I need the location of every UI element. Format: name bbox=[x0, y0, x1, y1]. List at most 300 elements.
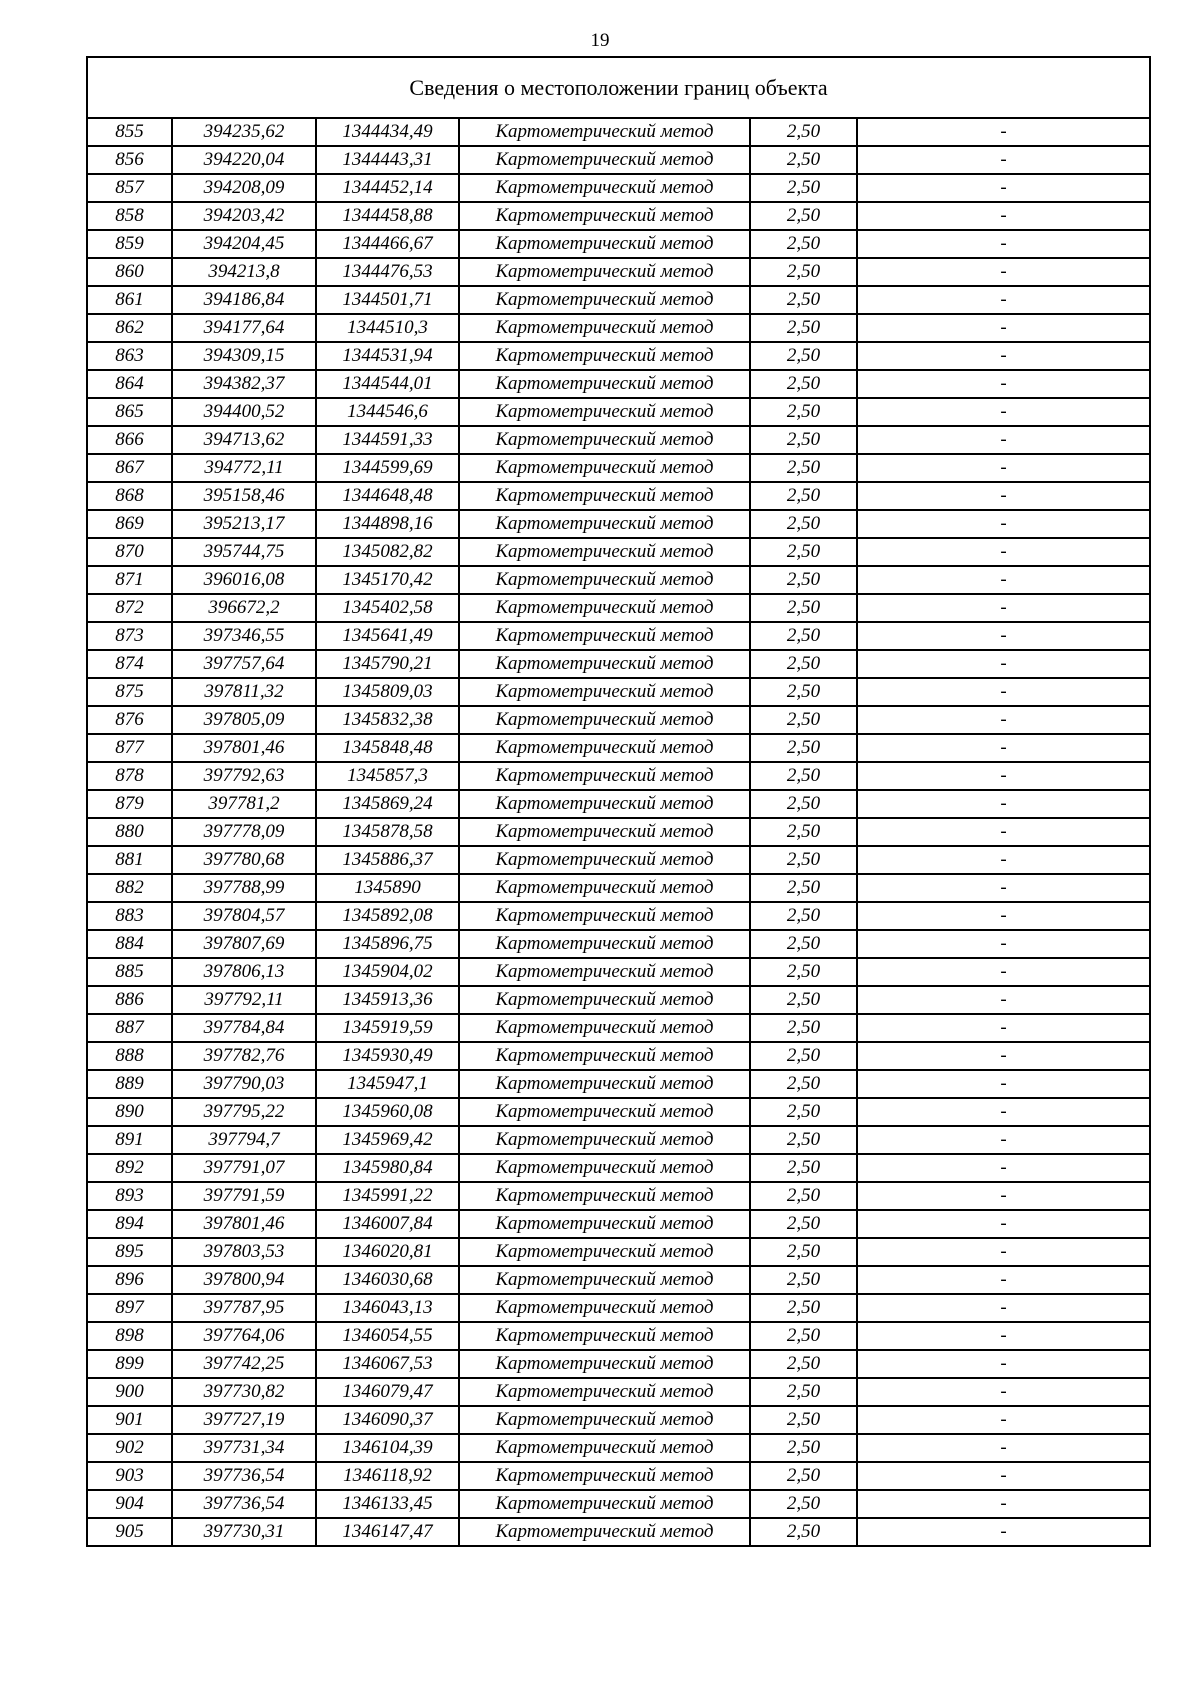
y-coordinate-cell: 1344898,16 bbox=[316, 510, 459, 538]
point-number-cell: 875 bbox=[87, 678, 172, 706]
x-coordinate-cell: 397792,63 bbox=[172, 762, 316, 790]
accuracy-cell: 2,50 bbox=[750, 902, 857, 930]
method-cell: Картометрический метод bbox=[459, 762, 750, 790]
accuracy-cell: 2,50 bbox=[750, 342, 857, 370]
table-row bbox=[87, 1294, 1150, 1322]
table-row bbox=[87, 1182, 1150, 1210]
table-row bbox=[87, 958, 1150, 986]
accuracy-cell: 2,50 bbox=[750, 510, 857, 538]
point-number-cell: 872 bbox=[87, 594, 172, 622]
table-row bbox=[87, 594, 1150, 622]
point-number-cell: 890 bbox=[87, 1098, 172, 1126]
description-cell: - bbox=[857, 1518, 1150, 1546]
method-cell: Картометрический метод bbox=[459, 1210, 750, 1238]
table-row bbox=[87, 1518, 1150, 1546]
x-coordinate-cell: 397806,13 bbox=[172, 958, 316, 986]
accuracy-cell: 2,50 bbox=[750, 986, 857, 1014]
table-row bbox=[87, 1154, 1150, 1182]
method-cell: Картометрический метод bbox=[459, 482, 750, 510]
accuracy-cell: 2,50 bbox=[750, 454, 857, 482]
table-row bbox=[87, 1210, 1150, 1238]
y-coordinate-cell: 1344466,67 bbox=[316, 230, 459, 258]
table-row bbox=[87, 538, 1150, 566]
x-coordinate-cell: 397803,53 bbox=[172, 1238, 316, 1266]
method-cell: Картометрический метод bbox=[459, 342, 750, 370]
accuracy-cell: 2,50 bbox=[750, 146, 857, 174]
x-coordinate-cell: 397790,03 bbox=[172, 1070, 316, 1098]
x-coordinate-cell: 394208,09 bbox=[172, 174, 316, 202]
table-row bbox=[87, 1070, 1150, 1098]
point-number-cell: 858 bbox=[87, 202, 172, 230]
description-cell: - bbox=[857, 1098, 1150, 1126]
table-row bbox=[87, 1462, 1150, 1490]
x-coordinate-cell: 397792,11 bbox=[172, 986, 316, 1014]
description-cell: - bbox=[857, 846, 1150, 874]
description-cell: - bbox=[857, 146, 1150, 174]
point-number-cell: 865 bbox=[87, 398, 172, 426]
accuracy-cell: 2,50 bbox=[750, 594, 857, 622]
table-title: Сведения о местоположении границ объекта bbox=[87, 57, 1150, 118]
method-cell: Картометрический метод bbox=[459, 874, 750, 902]
x-coordinate-cell: 396016,08 bbox=[172, 566, 316, 594]
point-number-cell: 880 bbox=[87, 818, 172, 846]
y-coordinate-cell: 1344510,3 bbox=[316, 314, 459, 342]
accuracy-cell: 2,50 bbox=[750, 174, 857, 202]
accuracy-cell: 2,50 bbox=[750, 1462, 857, 1490]
method-cell: Картометрический метод bbox=[459, 230, 750, 258]
description-cell: - bbox=[857, 1322, 1150, 1350]
accuracy-cell: 2,50 bbox=[750, 314, 857, 342]
method-cell: Картометрический метод bbox=[459, 1406, 750, 1434]
point-number-cell: 901 bbox=[87, 1406, 172, 1434]
point-number-cell: 896 bbox=[87, 1266, 172, 1294]
y-coordinate-cell: 1344546,6 bbox=[316, 398, 459, 426]
method-cell: Картометрический метод bbox=[459, 1350, 750, 1378]
table-row bbox=[87, 902, 1150, 930]
table-row bbox=[87, 1014, 1150, 1042]
description-cell: - bbox=[857, 818, 1150, 846]
y-coordinate-cell: 1344591,33 bbox=[316, 426, 459, 454]
x-coordinate-cell: 397736,54 bbox=[172, 1462, 316, 1490]
x-coordinate-cell: 397791,59 bbox=[172, 1182, 316, 1210]
table-row bbox=[87, 454, 1150, 482]
table-row bbox=[87, 1266, 1150, 1294]
description-cell: - bbox=[857, 1406, 1150, 1434]
accuracy-cell: 2,50 bbox=[750, 846, 857, 874]
accuracy-cell: 2,50 bbox=[750, 790, 857, 818]
table-row bbox=[87, 1322, 1150, 1350]
point-number-cell: 902 bbox=[87, 1434, 172, 1462]
point-number-cell: 897 bbox=[87, 1294, 172, 1322]
table-row bbox=[87, 734, 1150, 762]
y-coordinate-cell: 1345848,48 bbox=[316, 734, 459, 762]
x-coordinate-cell: 397804,57 bbox=[172, 902, 316, 930]
point-number-cell: 885 bbox=[87, 958, 172, 986]
x-coordinate-cell: 394382,37 bbox=[172, 370, 316, 398]
accuracy-cell: 2,50 bbox=[750, 482, 857, 510]
accuracy-cell: 2,50 bbox=[750, 1266, 857, 1294]
table-row bbox=[87, 370, 1150, 398]
method-cell: Картометрический метод bbox=[459, 1434, 750, 1462]
x-coordinate-cell: 397731,34 bbox=[172, 1434, 316, 1462]
accuracy-cell: 2,50 bbox=[750, 538, 857, 566]
point-number-cell: 904 bbox=[87, 1490, 172, 1518]
y-coordinate-cell: 1345890 bbox=[316, 874, 459, 902]
description-cell: - bbox=[857, 1014, 1150, 1042]
x-coordinate-cell: 397742,25 bbox=[172, 1350, 316, 1378]
accuracy-cell: 2,50 bbox=[750, 958, 857, 986]
y-coordinate-cell: 1345919,59 bbox=[316, 1014, 459, 1042]
y-coordinate-cell: 1345641,49 bbox=[316, 622, 459, 650]
table-row bbox=[87, 1042, 1150, 1070]
y-coordinate-cell: 1345809,03 bbox=[316, 678, 459, 706]
table-row bbox=[87, 1406, 1150, 1434]
y-coordinate-cell: 1346118,92 bbox=[316, 1462, 459, 1490]
description-cell: - bbox=[857, 454, 1150, 482]
table-row bbox=[87, 202, 1150, 230]
description-cell: - bbox=[857, 1154, 1150, 1182]
method-cell: Картометрический метод bbox=[459, 818, 750, 846]
point-number-cell: 867 bbox=[87, 454, 172, 482]
point-number-cell: 855 bbox=[87, 118, 172, 146]
accuracy-cell: 2,50 bbox=[750, 650, 857, 678]
y-coordinate-cell: 1344458,88 bbox=[316, 202, 459, 230]
point-number-cell: 856 bbox=[87, 146, 172, 174]
table-row bbox=[87, 1098, 1150, 1126]
description-cell: - bbox=[857, 1490, 1150, 1518]
y-coordinate-cell: 1345904,02 bbox=[316, 958, 459, 986]
point-number-cell: 882 bbox=[87, 874, 172, 902]
method-cell: Картометрический метод bbox=[459, 538, 750, 566]
table-row bbox=[87, 1126, 1150, 1154]
accuracy-cell: 2,50 bbox=[750, 1070, 857, 1098]
description-cell: - bbox=[857, 370, 1150, 398]
point-number-cell: 861 bbox=[87, 286, 172, 314]
point-number-cell: 860 bbox=[87, 258, 172, 286]
point-number-cell: 877 bbox=[87, 734, 172, 762]
description-cell: - bbox=[857, 1434, 1150, 1462]
table-row bbox=[87, 482, 1150, 510]
method-cell: Картометрический метод bbox=[459, 930, 750, 958]
x-coordinate-cell: 397800,94 bbox=[172, 1266, 316, 1294]
point-number-cell: 905 bbox=[87, 1518, 172, 1546]
boundary-table-container bbox=[86, 56, 1149, 1547]
point-number-cell: 866 bbox=[87, 426, 172, 454]
method-cell: Картометрический метод bbox=[459, 1322, 750, 1350]
description-cell: - bbox=[857, 286, 1150, 314]
point-number-cell: 857 bbox=[87, 174, 172, 202]
y-coordinate-cell: 1345402,58 bbox=[316, 594, 459, 622]
method-cell: Картометрический метод bbox=[459, 1490, 750, 1518]
method-cell: Картометрический метод bbox=[459, 1378, 750, 1406]
x-coordinate-cell: 397787,95 bbox=[172, 1294, 316, 1322]
table-row bbox=[87, 342, 1150, 370]
point-number-cell: 863 bbox=[87, 342, 172, 370]
x-coordinate-cell: 394213,8 bbox=[172, 258, 316, 286]
accuracy-cell: 2,50 bbox=[750, 286, 857, 314]
table-row bbox=[87, 174, 1150, 202]
description-cell: - bbox=[857, 426, 1150, 454]
accuracy-cell: 2,50 bbox=[750, 1406, 857, 1434]
y-coordinate-cell: 1345832,38 bbox=[316, 706, 459, 734]
table-row bbox=[87, 510, 1150, 538]
x-coordinate-cell: 397788,99 bbox=[172, 874, 316, 902]
method-cell: Картометрический метод bbox=[459, 1126, 750, 1154]
y-coordinate-cell: 1346133,45 bbox=[316, 1490, 459, 1518]
y-coordinate-cell: 1344452,14 bbox=[316, 174, 459, 202]
point-number-cell: 868 bbox=[87, 482, 172, 510]
y-coordinate-cell: 1345892,08 bbox=[316, 902, 459, 930]
method-cell: Картометрический метод bbox=[459, 902, 750, 930]
table-row bbox=[87, 1378, 1150, 1406]
description-cell: - bbox=[857, 1266, 1150, 1294]
y-coordinate-cell: 1346054,55 bbox=[316, 1322, 459, 1350]
x-coordinate-cell: 397730,82 bbox=[172, 1378, 316, 1406]
description-cell: - bbox=[857, 650, 1150, 678]
method-cell: Картометрический метод bbox=[459, 566, 750, 594]
point-number-cell: 871 bbox=[87, 566, 172, 594]
x-coordinate-cell: 394309,15 bbox=[172, 342, 316, 370]
y-coordinate-cell: 1345960,08 bbox=[316, 1098, 459, 1126]
x-coordinate-cell: 397780,68 bbox=[172, 846, 316, 874]
description-cell: - bbox=[857, 734, 1150, 762]
table-row bbox=[87, 678, 1150, 706]
y-coordinate-cell: 1346079,47 bbox=[316, 1378, 459, 1406]
method-cell: Картометрический метод bbox=[459, 1098, 750, 1126]
method-cell: Картометрический метод bbox=[459, 1294, 750, 1322]
method-cell: Картометрический метод bbox=[459, 790, 750, 818]
accuracy-cell: 2,50 bbox=[750, 1490, 857, 1518]
method-cell: Картометрический метод bbox=[459, 678, 750, 706]
description-cell: - bbox=[857, 874, 1150, 902]
description-cell: - bbox=[857, 622, 1150, 650]
y-coordinate-cell: 1344501,71 bbox=[316, 286, 459, 314]
method-cell: Картометрический метод bbox=[459, 314, 750, 342]
description-cell: - bbox=[857, 566, 1150, 594]
accuracy-cell: 2,50 bbox=[750, 426, 857, 454]
point-number-cell: 859 bbox=[87, 230, 172, 258]
description-cell: - bbox=[857, 118, 1150, 146]
accuracy-cell: 2,50 bbox=[750, 1182, 857, 1210]
method-cell: Картометрический метод bbox=[459, 958, 750, 986]
x-coordinate-cell: 397736,54 bbox=[172, 1490, 316, 1518]
description-cell: - bbox=[857, 706, 1150, 734]
x-coordinate-cell: 397757,64 bbox=[172, 650, 316, 678]
x-coordinate-cell: 397784,84 bbox=[172, 1014, 316, 1042]
description-cell: - bbox=[857, 1462, 1150, 1490]
method-cell: Картометрический метод bbox=[459, 202, 750, 230]
method-cell: Картометрический метод bbox=[459, 1154, 750, 1182]
y-coordinate-cell: 1345980,84 bbox=[316, 1154, 459, 1182]
method-cell: Картометрический метод bbox=[459, 734, 750, 762]
description-cell: - bbox=[857, 398, 1150, 426]
point-number-cell: 894 bbox=[87, 1210, 172, 1238]
method-cell: Картометрический метод bbox=[459, 594, 750, 622]
method-cell: Картометрический метод bbox=[459, 426, 750, 454]
x-coordinate-cell: 394204,45 bbox=[172, 230, 316, 258]
description-cell: - bbox=[857, 510, 1150, 538]
point-number-cell: 883 bbox=[87, 902, 172, 930]
x-coordinate-cell: 397764,06 bbox=[172, 1322, 316, 1350]
y-coordinate-cell: 1345947,1 bbox=[316, 1070, 459, 1098]
y-coordinate-cell: 1346067,53 bbox=[316, 1350, 459, 1378]
table-row bbox=[87, 1350, 1150, 1378]
point-number-cell: 870 bbox=[87, 538, 172, 566]
description-cell: - bbox=[857, 314, 1150, 342]
y-coordinate-cell: 1346030,68 bbox=[316, 1266, 459, 1294]
y-coordinate-cell: 1345857,3 bbox=[316, 762, 459, 790]
table-row bbox=[87, 426, 1150, 454]
point-number-cell: 893 bbox=[87, 1182, 172, 1210]
description-cell: - bbox=[857, 790, 1150, 818]
point-number-cell: 900 bbox=[87, 1378, 172, 1406]
description-cell: - bbox=[857, 1294, 1150, 1322]
point-number-cell: 892 bbox=[87, 1154, 172, 1182]
x-coordinate-cell: 397795,22 bbox=[172, 1098, 316, 1126]
point-number-cell: 884 bbox=[87, 930, 172, 958]
y-coordinate-cell: 1346007,84 bbox=[316, 1210, 459, 1238]
method-cell: Картометрический метод bbox=[459, 1182, 750, 1210]
y-coordinate-cell: 1345896,75 bbox=[316, 930, 459, 958]
point-number-cell: 887 bbox=[87, 1014, 172, 1042]
accuracy-cell: 2,50 bbox=[750, 258, 857, 286]
y-coordinate-cell: 1346147,47 bbox=[316, 1518, 459, 1546]
x-coordinate-cell: 395213,17 bbox=[172, 510, 316, 538]
accuracy-cell: 2,50 bbox=[750, 1042, 857, 1070]
method-cell: Картометрический метод bbox=[459, 986, 750, 1014]
y-coordinate-cell: 1345878,58 bbox=[316, 818, 459, 846]
y-coordinate-cell: 1345869,24 bbox=[316, 790, 459, 818]
table-row bbox=[87, 118, 1150, 146]
method-cell: Картометрический метод bbox=[459, 1042, 750, 1070]
y-coordinate-cell: 1344443,31 bbox=[316, 146, 459, 174]
x-coordinate-cell: 397781,2 bbox=[172, 790, 316, 818]
method-cell: Картометрический метод bbox=[459, 650, 750, 678]
page-number: 19 bbox=[590, 30, 610, 51]
accuracy-cell: 2,50 bbox=[750, 1098, 857, 1126]
accuracy-cell: 2,50 bbox=[750, 370, 857, 398]
x-coordinate-cell: 397730,31 bbox=[172, 1518, 316, 1546]
table-body bbox=[87, 118, 1150, 1546]
point-number-cell: 895 bbox=[87, 1238, 172, 1266]
accuracy-cell: 2,50 bbox=[750, 1238, 857, 1266]
point-number-cell: 876 bbox=[87, 706, 172, 734]
method-cell: Картометрический метод bbox=[459, 1014, 750, 1042]
x-coordinate-cell: 397791,07 bbox=[172, 1154, 316, 1182]
point-number-cell: 881 bbox=[87, 846, 172, 874]
x-coordinate-cell: 397811,32 bbox=[172, 678, 316, 706]
y-coordinate-cell: 1345886,37 bbox=[316, 846, 459, 874]
table-row bbox=[87, 930, 1150, 958]
method-cell: Картометрический метод bbox=[459, 398, 750, 426]
accuracy-cell: 2,50 bbox=[750, 1434, 857, 1462]
y-coordinate-cell: 1345930,49 bbox=[316, 1042, 459, 1070]
method-cell: Картометрический метод bbox=[459, 1266, 750, 1294]
accuracy-cell: 2,50 bbox=[750, 734, 857, 762]
y-coordinate-cell: 1345991,22 bbox=[316, 1182, 459, 1210]
accuracy-cell: 2,50 bbox=[750, 202, 857, 230]
description-cell: - bbox=[857, 258, 1150, 286]
method-cell: Картометрический метод bbox=[459, 622, 750, 650]
y-coordinate-cell: 1345969,42 bbox=[316, 1126, 459, 1154]
table-row bbox=[87, 706, 1150, 734]
description-cell: - bbox=[857, 762, 1150, 790]
point-number-cell: 869 bbox=[87, 510, 172, 538]
table-row bbox=[87, 1490, 1150, 1518]
table-row bbox=[87, 1238, 1150, 1266]
accuracy-cell: 2,50 bbox=[750, 1518, 857, 1546]
table-row bbox=[87, 230, 1150, 258]
boundary-coordinates-table bbox=[86, 56, 1151, 1547]
table-row bbox=[87, 818, 1150, 846]
method-cell: Картометрический метод bbox=[459, 846, 750, 874]
description-cell: - bbox=[857, 678, 1150, 706]
point-number-cell: 888 bbox=[87, 1042, 172, 1070]
point-number-cell: 873 bbox=[87, 622, 172, 650]
x-coordinate-cell: 397727,19 bbox=[172, 1406, 316, 1434]
x-coordinate-cell: 395744,75 bbox=[172, 538, 316, 566]
method-cell: Картометрический метод bbox=[459, 118, 750, 146]
description-cell: - bbox=[857, 1070, 1150, 1098]
table-row bbox=[87, 146, 1150, 174]
table-row bbox=[87, 1434, 1150, 1462]
accuracy-cell: 2,50 bbox=[750, 1294, 857, 1322]
x-coordinate-cell: 397807,69 bbox=[172, 930, 316, 958]
y-coordinate-cell: 1344476,53 bbox=[316, 258, 459, 286]
y-coordinate-cell: 1345790,21 bbox=[316, 650, 459, 678]
point-number-cell: 889 bbox=[87, 1070, 172, 1098]
point-number-cell: 874 bbox=[87, 650, 172, 678]
x-coordinate-cell: 394772,11 bbox=[172, 454, 316, 482]
x-coordinate-cell: 397778,09 bbox=[172, 818, 316, 846]
table-row bbox=[87, 258, 1150, 286]
accuracy-cell: 2,50 bbox=[750, 622, 857, 650]
point-number-cell: 862 bbox=[87, 314, 172, 342]
method-cell: Картометрический метод bbox=[459, 1462, 750, 1490]
method-cell: Картометрический метод bbox=[459, 1238, 750, 1266]
x-coordinate-cell: 397782,76 bbox=[172, 1042, 316, 1070]
method-cell: Картометрический метод bbox=[459, 1518, 750, 1546]
x-coordinate-cell: 397805,09 bbox=[172, 706, 316, 734]
table-row bbox=[87, 846, 1150, 874]
x-coordinate-cell: 394186,84 bbox=[172, 286, 316, 314]
point-number-cell: 864 bbox=[87, 370, 172, 398]
point-number-cell: 898 bbox=[87, 1322, 172, 1350]
table-row bbox=[87, 398, 1150, 426]
description-cell: - bbox=[857, 202, 1150, 230]
y-coordinate-cell: 1346020,81 bbox=[316, 1238, 459, 1266]
table-row bbox=[87, 650, 1150, 678]
description-cell: - bbox=[857, 538, 1150, 566]
y-coordinate-cell: 1344599,69 bbox=[316, 454, 459, 482]
accuracy-cell: 2,50 bbox=[750, 678, 857, 706]
x-coordinate-cell: 394400,52 bbox=[172, 398, 316, 426]
point-number-cell: 886 bbox=[87, 986, 172, 1014]
x-coordinate-cell: 397801,46 bbox=[172, 734, 316, 762]
accuracy-cell: 2,50 bbox=[750, 818, 857, 846]
point-number-cell: 891 bbox=[87, 1126, 172, 1154]
y-coordinate-cell: 1344434,49 bbox=[316, 118, 459, 146]
description-cell: - bbox=[857, 986, 1150, 1014]
accuracy-cell: 2,50 bbox=[750, 566, 857, 594]
point-number-cell: 878 bbox=[87, 762, 172, 790]
accuracy-cell: 2,50 bbox=[750, 706, 857, 734]
y-coordinate-cell: 1344544,01 bbox=[316, 370, 459, 398]
description-cell: - bbox=[857, 174, 1150, 202]
point-number-cell: 903 bbox=[87, 1462, 172, 1490]
method-cell: Картометрический метод bbox=[459, 454, 750, 482]
x-coordinate-cell: 394713,62 bbox=[172, 426, 316, 454]
